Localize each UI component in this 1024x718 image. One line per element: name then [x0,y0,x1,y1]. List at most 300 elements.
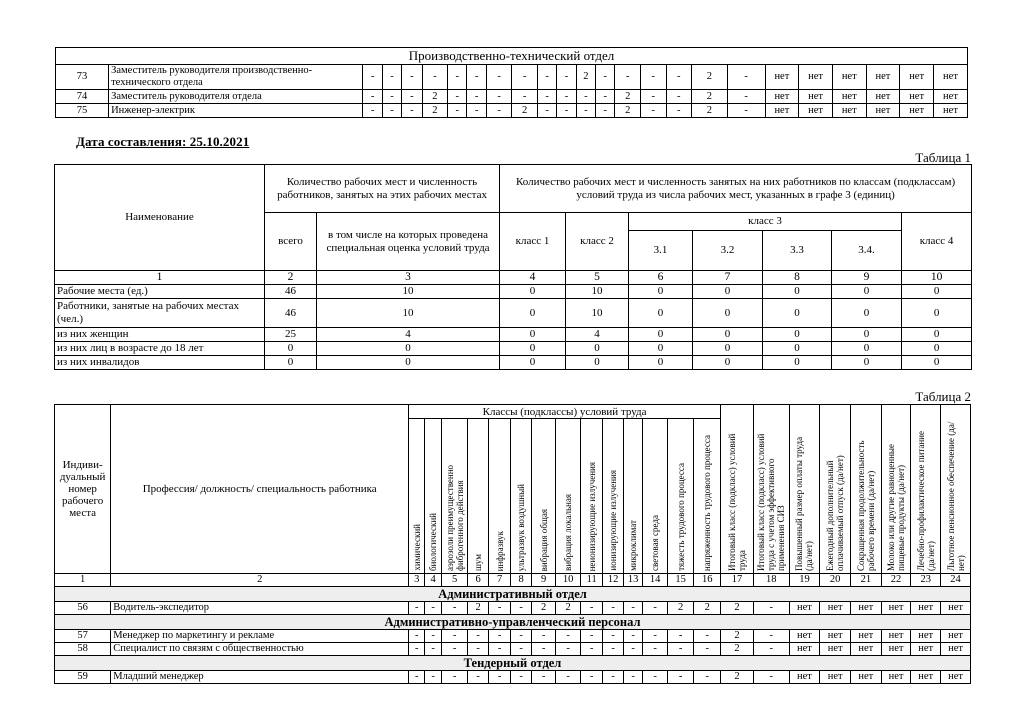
row-name: Работники, занятые на рабочих местах (чел.) [55,299,265,328]
row-cell: - [694,643,721,656]
row-value: 0 [693,356,763,370]
row-cell: нет [881,602,911,615]
row-cell: - [576,90,595,104]
row-value: 0 [265,356,317,370]
workplaces-table [54,404,971,684]
section-title: Производственно-технический отдел [56,48,968,65]
row-value: 0 [763,356,832,370]
row-value: 10 [566,285,629,299]
row-name: Специалист по связям с общественностью [111,643,409,656]
row-cell: - [468,671,488,684]
summary-table [54,164,972,370]
row-cell: - [667,643,694,656]
row-cell: нет [881,643,911,656]
header-vert-6: ультразвук воздушный [511,419,531,574]
row-cell: нет [820,671,851,684]
row-value: 0 [693,299,763,328]
row-cell: - [666,65,692,90]
row-cell: нет [765,104,799,118]
row-value: 46 [265,285,317,299]
section-title: Административный отдел [55,587,971,602]
table-row [56,90,968,104]
header-total: всего [265,213,317,271]
row-value: 0 [763,328,832,342]
row-cell: - [667,671,694,684]
row-name: Рабочие места (ед.) [55,285,265,299]
header-3-2: 3.2 [693,231,763,271]
row-cell: нет [866,104,900,118]
row-cell: нет [900,104,934,118]
header-3-4: 3.4. [832,231,902,271]
section-title: Административно-управленческий персонал [55,615,971,630]
header-3-1: 3.1 [629,231,693,271]
row-cell: нет [789,671,820,684]
section-row [55,587,971,602]
row-cell: - [603,630,623,643]
header-vert-13: тяжесть трудового процесса [667,419,694,574]
row-cell: - [753,602,789,615]
section-row [55,656,971,671]
row-name: Менеджер по маркетингу и рекламе [111,630,409,643]
row-cell: - [694,671,721,684]
header-profession: Профессия/ должность/ специальность работника [111,405,409,574]
row-cell: 2 [692,90,728,104]
row-cell: - [486,65,512,90]
row-cell: нет [820,630,851,643]
table-row [55,630,971,643]
row-cell: нет [851,602,882,615]
row-cell: - [511,630,531,643]
row-value: 25 [265,328,317,342]
row-value: 0 [832,285,902,299]
column-number: 12 [603,574,623,587]
row-cell: - [488,602,511,615]
row-cell: - [512,90,538,104]
column-number: 8 [763,271,832,285]
row-cell: нет [911,671,941,684]
table-row [56,104,968,118]
header-vert-18: Ежегодный дополнительный оплачиваемый отпуск (да/нет) [820,405,851,574]
header-group1: Количество рабочих мест и численность работников, занятых на этих рабочих местах [265,165,500,213]
row-cell: - [468,630,488,643]
row-cell: нет [832,104,866,118]
row-cell: - [557,90,576,104]
column-number: 20 [820,574,851,587]
header-assessed: в том числе на которых проведена специальная оценка условий труда [317,213,500,271]
row-cell: - [441,643,468,656]
row-value: 0 [629,299,693,328]
table-row [55,285,972,299]
row-cell: - [448,104,467,118]
header-3-3: 3.3 [763,231,832,271]
header-vert-14: напряженность трудового процесса [694,419,721,574]
row-cell: - [382,65,401,90]
column-number: 18 [753,574,789,587]
row-value: 0 [629,328,693,342]
row-cell: нет [799,104,833,118]
row-cell: - [467,90,486,104]
header-class3: класс 3 [629,213,902,231]
row-cell: 2 [531,602,556,615]
header-vert-4: шум [468,419,488,574]
row-cell: - [425,630,441,643]
row-value: 0 [693,285,763,299]
row-cell: нет [820,602,851,615]
row-cell: - [511,671,531,684]
column-number: 22 [881,574,911,587]
row-cell: нет [765,65,799,90]
row-number: 73 [56,65,109,90]
row-cell: 2 [615,90,641,104]
row-cell: - [402,65,422,90]
row-cell: - [511,643,531,656]
row-cell: - [422,65,448,90]
row-cell: - [603,643,623,656]
row-cell: - [580,643,603,656]
row-cell: - [363,65,382,90]
table-row [55,299,972,328]
row-value: 0 [566,356,629,370]
column-numbers-row [55,574,971,587]
column-number: 4 [500,271,566,285]
header-vert-10: ионизирующие излучения [603,419,623,574]
row-value: 10 [317,299,500,328]
column-number: 4 [425,574,441,587]
row-name: из них лиц в возрасте до 18 лет [55,342,265,356]
row-cell: - [603,602,623,615]
row-cell: - [537,65,556,90]
row-cell: - [382,104,401,118]
row-value: 0 [902,328,972,342]
row-value: 10 [566,299,629,328]
row-number: 74 [56,90,109,104]
row-cell: нет [799,90,833,104]
column-number: 1 [55,271,265,285]
row-cell: - [448,65,467,90]
row-cell: нет [851,630,882,643]
row-cell: нет [851,643,882,656]
header-workplace-id: Индиви-дуальный номер рабочего места [55,405,111,574]
row-value: 0 [902,285,972,299]
column-number: 5 [441,574,468,587]
row-cell: - [402,90,422,104]
row-cell: - [467,65,486,90]
row-value: 0 [902,356,972,370]
row-value: 0 [500,299,566,328]
row-cell: - [556,671,581,684]
row-cell: нет [765,90,799,104]
row-cell: - [363,90,382,104]
row-cell: - [556,643,581,656]
column-number: 17 [721,574,754,587]
row-cell: - [441,630,468,643]
row-number: 57 [55,630,111,643]
row-value: 0 [902,342,972,356]
row-cell: - [727,65,765,90]
row-value: 0 [500,328,566,342]
row-cell: - [623,602,642,615]
row-cell: - [596,65,615,90]
row-value: 0 [832,299,902,328]
row-value: 0 [902,299,972,328]
row-cell: 2 [721,671,754,684]
row-cell: - [640,65,666,90]
column-number: 2 [265,271,317,285]
section-row [55,615,971,630]
row-cell: нет [941,602,971,615]
row-value: 10 [317,285,500,299]
table-row [55,602,971,615]
row-cell: - [643,643,668,656]
row-cell: - [425,671,441,684]
row-cell: - [576,104,595,118]
column-numbers-row [55,271,972,285]
row-value: 4 [317,328,500,342]
column-number: 3 [409,574,425,587]
header-name: Наименование [55,165,265,271]
column-number: 9 [832,271,902,285]
row-cell: - [488,630,511,643]
row-cell: - [623,643,642,656]
row-cell: 2 [512,104,538,118]
row-cell: нет [881,630,911,643]
row-cell: - [486,104,512,118]
row-cell: нет [789,630,820,643]
row-cell: 2 [721,602,754,615]
row-cell: - [402,104,422,118]
row-cell: - [531,630,556,643]
continuation-table [55,47,968,118]
row-cell: 2 [422,104,448,118]
row-cell: 2 [692,104,728,118]
row-value: 0 [566,342,629,356]
row-value: 0 [500,356,566,370]
row-cell: - [531,643,556,656]
row-cell: - [425,643,441,656]
column-number: 9 [531,574,556,587]
row-cell: нет [941,630,971,643]
row-cell: нет [832,90,866,104]
header-class4: класс 4 [902,213,972,271]
row-value: 0 [832,356,902,370]
column-number: 7 [693,271,763,285]
row-cell: - [488,671,511,684]
row-cell: - [596,90,615,104]
header-group2: Количество рабочих мест и численность занятых на них работников по классам (подклассам) условий труда из числа рабочих мест, указанных в графе 3 (единиц) [500,165,972,213]
row-cell: - [727,104,765,118]
header-vert-9: неионизирующие излучения [580,419,603,574]
row-cell: нет [820,643,851,656]
column-number: 6 [629,271,693,285]
row-cell: 2 [468,602,488,615]
row-cell: нет [941,671,971,684]
row-cell: - [623,630,642,643]
header-vert-21: Лечебно-профилактическое питание (да/нет) [911,405,941,574]
column-number: 3 [317,271,500,285]
row-cell: 2 [576,65,595,90]
header-vert-5: инфразвук [488,419,511,574]
row-cell: - [557,65,576,90]
row-cell: - [667,630,694,643]
row-cell: нет [941,643,971,656]
row-cell: - [643,602,668,615]
row-value: 0 [629,356,693,370]
row-cell: нет [789,643,820,656]
row-cell: - [531,671,556,684]
column-number: 10 [902,271,972,285]
column-number: 14 [643,574,668,587]
row-cell: - [615,65,641,90]
row-cell: нет [900,90,934,104]
header-vert-2: биологический [425,419,441,574]
row-name: Младший менеджер [111,671,409,684]
row-cell: нет [851,671,882,684]
header-vert-15: Итоговый класс (подкласс) условий труда [721,405,754,574]
header-vert-3: аэрозоли преимущественно фиброгенного действия [441,419,468,574]
row-number: 56 [55,602,111,615]
header-vert-1: химический [409,419,425,574]
row-cell: - [448,90,467,104]
column-number: 11 [580,574,603,587]
row-cell: 2 [692,65,728,90]
column-number: 5 [566,271,629,285]
header-vert-17: Повышенный размер оплаты труда (да/нет) [789,405,820,574]
row-cell: нет [866,90,900,104]
row-cell: - [753,671,789,684]
row-cell: 2 [694,602,721,615]
row-cell: 2 [721,630,754,643]
row-cell: нет [832,65,866,90]
table2-caption: Таблица 2 [915,389,971,404]
row-cell: 2 [615,104,641,118]
row-cell: - [596,104,615,118]
row-cell: 2 [556,602,581,615]
row-cell: - [557,104,576,118]
table-row [55,356,972,370]
row-cell: - [694,630,721,643]
row-name: Водитель-экспедитор [111,602,409,615]
row-cell: - [441,602,468,615]
header-classes: Классы (подклассы) условий труда [409,405,721,419]
row-cell: нет [933,104,967,118]
row-value: 0 [693,328,763,342]
column-number: 8 [511,574,531,587]
row-cell: - [727,90,765,104]
row-value: 0 [317,342,500,356]
row-cell: нет [933,90,967,104]
header-vert-12: световая среда [643,419,668,574]
row-cell: - [363,104,382,118]
row-cell: - [409,643,425,656]
header-class2: класс 2 [566,213,629,271]
header-vert-11: микроклимат [623,419,642,574]
row-cell: - [537,104,556,118]
row-cell: - [753,643,789,656]
row-value: 46 [265,299,317,328]
table-row [55,328,972,342]
row-name: из них инвалидов [55,356,265,370]
row-cell: - [580,671,603,684]
row-cell: нет [911,643,941,656]
row-cell: - [643,630,668,643]
table-row [55,643,971,656]
row-cell: - [640,90,666,104]
row-cell: 2 [422,90,448,104]
row-cell: - [409,602,425,615]
column-number: 24 [941,574,971,587]
row-cell: нет [789,602,820,615]
row-cell: нет [799,65,833,90]
column-number: 23 [911,574,941,587]
row-value: 0 [763,285,832,299]
row-cell: - [488,643,511,656]
row-cell: - [643,671,668,684]
row-cell: нет [911,630,941,643]
row-cell: - [640,104,666,118]
row-cell: - [580,630,603,643]
row-value: 0 [693,342,763,356]
row-cell: нет [866,65,900,90]
row-cell: нет [881,671,911,684]
header-vert-8: вибрация локальная [556,419,581,574]
row-cell: - [580,602,603,615]
row-cell: - [425,602,441,615]
row-value: 0 [832,342,902,356]
header-vert-19: Сокращенная продолжительность рабочего времени (да/нет) [851,405,882,574]
row-value: 0 [832,328,902,342]
row-cell: нет [911,602,941,615]
column-number: 15 [667,574,694,587]
header-class1: класс 1 [500,213,566,271]
section-title: Тендерный отдел [55,656,971,671]
row-value: 0 [629,285,693,299]
row-cell: нет [933,65,967,90]
table-row [55,342,972,356]
row-cell: - [486,90,512,104]
table-row [55,671,971,684]
column-number: 2 [111,574,409,587]
row-name: Инженер-электрик [109,104,363,118]
row-cell: - [467,104,486,118]
column-number: 16 [694,574,721,587]
row-number: 75 [56,104,109,118]
row-cell: 2 [667,602,694,615]
row-cell: - [382,90,401,104]
row-cell: - [556,630,581,643]
column-number: 19 [789,574,820,587]
row-cell: - [623,671,642,684]
row-value: 0 [500,285,566,299]
row-value: 0 [500,342,566,356]
row-cell: - [603,671,623,684]
row-value: 0 [763,299,832,328]
row-cell: - [537,90,556,104]
row-cell: - [512,65,538,90]
table1-caption: Таблица 1 [915,150,971,165]
column-number: 6 [468,574,488,587]
header-vert-16: Итоговый класс (подкласс) условий труда с учетом эффективного применения СИЗ [753,405,789,574]
column-number: 7 [488,574,511,587]
column-number: 21 [851,574,882,587]
row-cell: - [409,630,425,643]
row-name: Заместитель руководителя производственно-технического отдела [109,65,363,90]
row-value: 0 [317,356,500,370]
row-cell: 2 [721,643,754,656]
header-vert-22: Льготное пенсионное обеспечение (да/нет) [941,405,971,574]
row-cell: - [511,602,531,615]
column-number: 1 [55,574,111,587]
header-vert-7: вибрация общая [531,419,556,574]
